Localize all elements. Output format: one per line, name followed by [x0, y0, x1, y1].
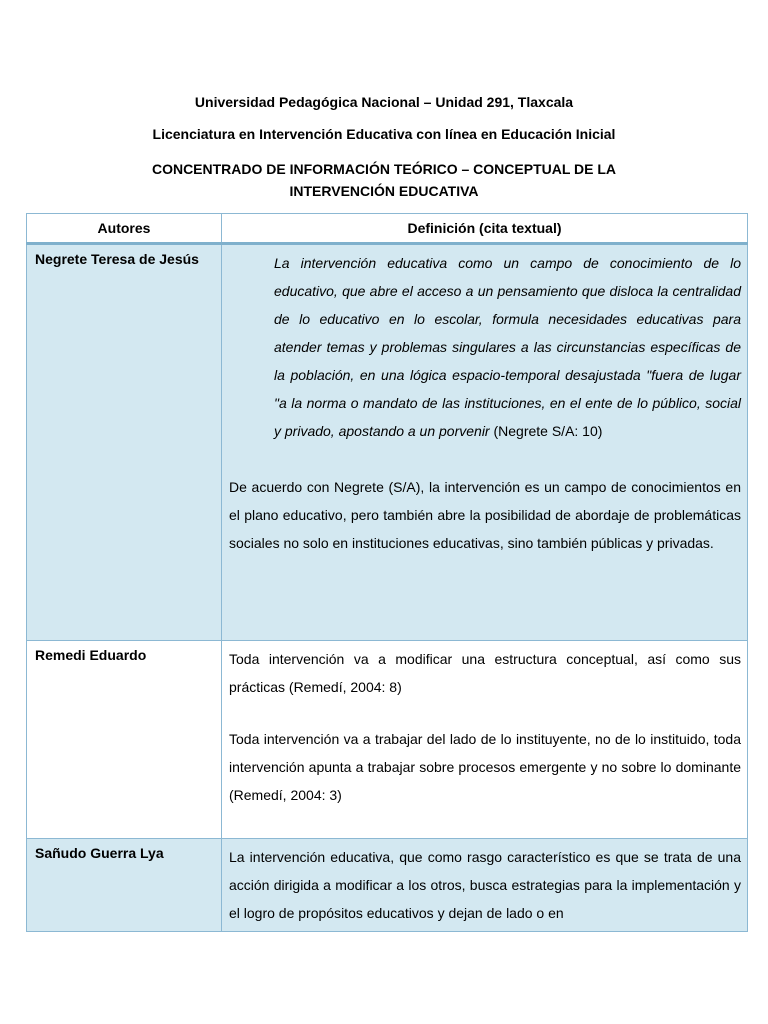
definition-cell: [222, 244, 748, 641]
table-row: [27, 244, 748, 641]
author-cell: Remedi Eduardo: [27, 641, 222, 839]
document-title-line2: INTERVENCIÓN EDUCATIVA: [289, 183, 479, 199]
author-cell: Sañudo Guerra Lya: [27, 839, 222, 932]
textual-quote: [274, 249, 741, 445]
university-heading: Universidad Pedagógica Nacional – Unidad 291, Tlaxcala: [194, 94, 574, 110]
author-cell: Negrete Teresa de Jesús: [27, 244, 222, 641]
concept-table: [26, 213, 748, 932]
definition-paragraph: Toda intervención va a trabajar del lado de lo instituyente, no de lo instituido, toda intervención apunta a trabajar sobre procesos emergente y no sobre lo dominante (Remedí, 2004: 3): [229, 731, 741, 803]
definition-paragraph: Toda intervención va a modificar una estructura conceptual, así como sus prácticas (Remedí, 2004: 8): [229, 651, 741, 695]
definition-cell: [222, 839, 748, 932]
column-header-definition: Definición (cita textual): [222, 214, 748, 244]
document-title: [0, 158, 768, 202]
definition-paragraph: La intervención educativa, que como rasgo característico es que se trata de una acción dirigida a modificar a los otros, busca estrategias para la implementación y el logro de propósitos educativos y dejan de lado o en: [229, 849, 741, 921]
program-heading: Licenciatura en Intervención Educativa con línea en Educación Inicial: [152, 126, 616, 142]
document-title-line1: CONCENTRADO DE INFORMACIÓN TEÓRICO – CONCEPTUAL DE LA: [151, 161, 617, 177]
quote-text: La intervención educativa como un campo de conocimiento de lo educativo, que abre el acceso a un pensamiento que disloca la centralidad de lo educativo en lo escolar, formula necesidades educativas para atender temas y problemas singulares a las circunstancias específicas de la población, en una lógica espacio-temporal desajustada "fuera de lugar "a la norma o mandato de las instituciones, en el ente de lo público, social y privado, apostando a un porvenir: [274, 255, 741, 439]
table-header-row: [27, 214, 748, 244]
definition-cell: [222, 641, 748, 839]
quote-citation: (Negrete S/A: 10): [489, 423, 603, 439]
table-row: [27, 641, 748, 839]
table-row: [27, 839, 748, 932]
column-header-authors: Autores: [27, 214, 222, 244]
definition-paragraph: De acuerdo con Negrete (S/A), la intervención es un campo de conocimientos en el plano educativo, pero también abre la posibilidad de abordaje de problemáticas sociales no solo en instituciones educativas, sino también públicas y privadas.: [229, 479, 741, 551]
